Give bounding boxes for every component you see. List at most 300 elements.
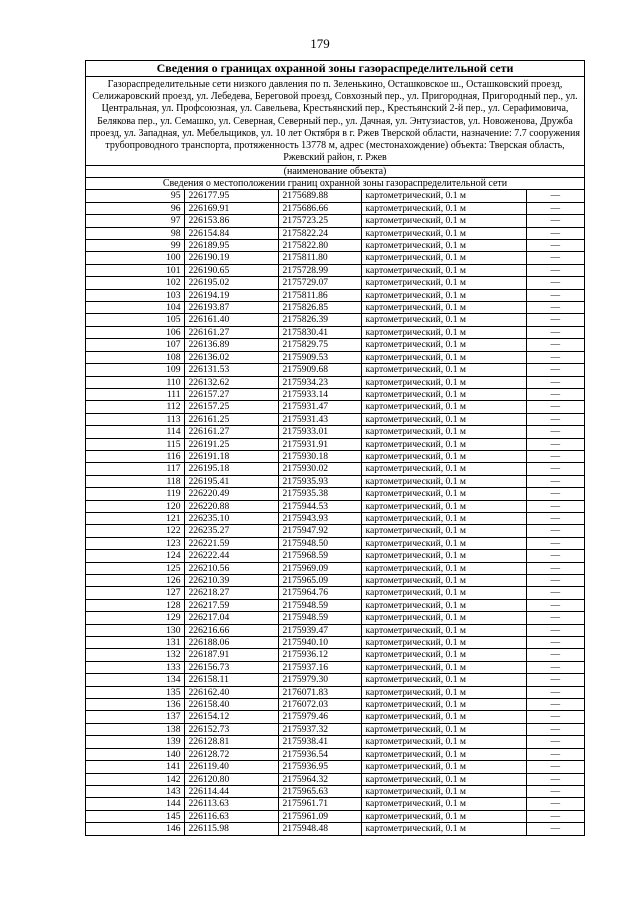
point-number: 127: [86, 587, 184, 599]
coordinate-y: 2175968.59: [278, 550, 361, 562]
table-row: [86, 500, 584, 512]
method-accuracy: картометрический, 0.1 м: [361, 699, 526, 711]
method-accuracy: картометрический, 0.1 м: [361, 488, 526, 500]
method-accuracy: картометрический, 0.1 м: [361, 823, 526, 835]
point-number: 142: [86, 773, 184, 785]
coordinate-y: 2175935.93: [278, 475, 361, 487]
table-row: [86, 488, 584, 500]
coordinate-y: 2175811.86: [278, 289, 361, 301]
point-number: 131: [86, 637, 184, 649]
method-accuracy: картометрический, 0.1 м: [361, 723, 526, 735]
point-number: 96: [86, 202, 184, 214]
description-cell: —: [526, 401, 584, 413]
coordinate-y: 2175830.41: [278, 326, 361, 338]
coordinate-x: 226162.40: [184, 686, 278, 698]
description-cell: —: [526, 450, 584, 462]
coordinate-y: 2175964.32: [278, 773, 361, 785]
coordinate-x: 226195.41: [184, 475, 278, 487]
description-cell: —: [526, 612, 584, 624]
table-row: [86, 264, 584, 276]
coordinate-y: 2175940.10: [278, 637, 361, 649]
table-row: [86, 438, 584, 450]
description-cell: —: [526, 215, 584, 227]
coordinate-x: 226235.27: [184, 525, 278, 537]
description-cell: —: [526, 302, 584, 314]
table-row: [86, 463, 584, 475]
table-row: [86, 785, 584, 797]
coordinate-y: 2175729.07: [278, 277, 361, 289]
table-row: [86, 823, 584, 835]
method-accuracy: картометрический, 0.1 м: [361, 649, 526, 661]
method-accuracy: картометрический, 0.1 м: [361, 612, 526, 624]
point-number: 110: [86, 376, 184, 388]
coordinate-x: 226154.12: [184, 711, 278, 723]
coordinate-x: 226188.06: [184, 637, 278, 649]
coordinate-y: 2175943.93: [278, 512, 361, 524]
coordinate-x: 226157.27: [184, 388, 278, 400]
page-number: 179: [310, 36, 330, 51]
coordinate-x: 226220.88: [184, 500, 278, 512]
method-accuracy: картометрический, 0.1 м: [361, 326, 526, 338]
description-cell: —: [526, 661, 584, 673]
description-cell: —: [526, 810, 584, 822]
description-cell: —: [526, 413, 584, 425]
point-number: 145: [86, 810, 184, 822]
description-cell: —: [526, 314, 584, 326]
table-row: [86, 637, 584, 649]
method-accuracy: картометрический, 0.1 м: [361, 413, 526, 425]
table-row: [86, 736, 584, 748]
method-accuracy: картометрический, 0.1 м: [361, 711, 526, 723]
description-cell: —: [526, 562, 584, 574]
table-row: [86, 388, 584, 400]
coordinate-y: 2175829.75: [278, 339, 361, 351]
method-accuracy: картометрический, 0.1 м: [361, 376, 526, 388]
point-number: 118: [86, 475, 184, 487]
method-accuracy: картометрический, 0.1 м: [361, 450, 526, 462]
section-title: Сведения о местоположении границ охранной зоны газораспределительной сети: [86, 178, 584, 190]
coordinate-x: 226210.39: [184, 575, 278, 587]
coordinate-y: 2175948.59: [278, 612, 361, 624]
point-number: 141: [86, 761, 184, 773]
coordinate-y: 2175948.50: [278, 537, 361, 549]
table-row: [86, 190, 584, 202]
coordinate-x: 226217.59: [184, 599, 278, 611]
method-accuracy: картометрический, 0.1 м: [361, 810, 526, 822]
coordinate-x: 226189.95: [184, 240, 278, 252]
description-cell: —: [526, 512, 584, 524]
method-accuracy: картометрический, 0.1 м: [361, 351, 526, 363]
table-row: [86, 450, 584, 462]
point-number: 97: [86, 215, 184, 227]
description-cell: —: [526, 736, 584, 748]
table-row: [86, 252, 584, 264]
method-accuracy: картометрический, 0.1 м: [361, 364, 526, 376]
method-accuracy: картометрический, 0.1 м: [361, 463, 526, 475]
method-accuracy: картометрический, 0.1 м: [361, 314, 526, 326]
coordinates-table: [86, 190, 584, 834]
point-number: 116: [86, 450, 184, 462]
point-number: 136: [86, 699, 184, 711]
coordinate-x: 226187.91: [184, 649, 278, 661]
coordinate-y: 2175826.85: [278, 302, 361, 314]
point-number: 121: [86, 512, 184, 524]
table-row: [86, 277, 584, 289]
point-number: 109: [86, 364, 184, 376]
point-number: 125: [86, 562, 184, 574]
description-cell: —: [526, 376, 584, 388]
table-row: [86, 302, 584, 314]
point-number: 95: [86, 190, 184, 202]
table-row: [86, 401, 584, 413]
method-accuracy: картометрический, 0.1 м: [361, 761, 526, 773]
coordinate-y: 2175931.43: [278, 413, 361, 425]
coordinate-y: 2175822.80: [278, 240, 361, 252]
point-number: 128: [86, 599, 184, 611]
coordinate-y: 2175811.80: [278, 252, 361, 264]
coordinate-y: 2175936.54: [278, 748, 361, 760]
coordinate-x: 226153.86: [184, 215, 278, 227]
method-accuracy: картометрический, 0.1 м: [361, 500, 526, 512]
description-cell: —: [526, 624, 584, 636]
description-cell: —: [526, 264, 584, 276]
coordinate-y: 2175930.18: [278, 450, 361, 462]
coordinate-x: 226191.25: [184, 438, 278, 450]
method-accuracy: картометрический, 0.1 м: [361, 748, 526, 760]
coordinate-y: 2176071.83: [278, 686, 361, 698]
point-number: 100: [86, 252, 184, 264]
method-accuracy: картометрический, 0.1 м: [361, 339, 526, 351]
description-cell: —: [526, 798, 584, 810]
method-accuracy: картометрический, 0.1 м: [361, 686, 526, 698]
method-accuracy: картометрический, 0.1 м: [361, 575, 526, 587]
point-number: 104: [86, 302, 184, 314]
coordinate-x: 226114.44: [184, 785, 278, 797]
point-number: 101: [86, 264, 184, 276]
table-row: [86, 351, 584, 363]
coordinate-x: 226221.59: [184, 537, 278, 549]
method-accuracy: картометрический, 0.1 м: [361, 190, 526, 202]
coordinate-x: 226161.27: [184, 426, 278, 438]
coordinate-x: 226152.73: [184, 723, 278, 735]
description-cell: —: [526, 326, 584, 338]
table-row: [86, 326, 584, 338]
point-number: 103: [86, 289, 184, 301]
coordinate-x: 226220.49: [184, 488, 278, 500]
coordinate-x: 226193.87: [184, 302, 278, 314]
coordinate-x: 226191.18: [184, 450, 278, 462]
description-cell: —: [526, 686, 584, 698]
method-accuracy: картометрический, 0.1 м: [361, 388, 526, 400]
table-row: [86, 475, 584, 487]
table-row: [86, 525, 584, 537]
description-cell: —: [526, 575, 584, 587]
point-number: 139: [86, 736, 184, 748]
point-number: 126: [86, 575, 184, 587]
description-cell: —: [526, 699, 584, 711]
method-accuracy: картометрический, 0.1 м: [361, 550, 526, 562]
point-number: 111: [86, 388, 184, 400]
table-row: [86, 562, 584, 574]
coordinate-y: 2175965.63: [278, 785, 361, 797]
table-row: [86, 674, 584, 686]
point-number: 108: [86, 351, 184, 363]
document-table: [85, 60, 585, 836]
description-cell: —: [526, 277, 584, 289]
point-number: 115: [86, 438, 184, 450]
coordinate-x: 226132.62: [184, 376, 278, 388]
coordinate-y: 2175938.41: [278, 736, 361, 748]
description-cell: —: [526, 761, 584, 773]
point-number: 144: [86, 798, 184, 810]
coordinate-y: 2175826.39: [278, 314, 361, 326]
table-row: [86, 723, 584, 735]
description-cell: —: [526, 475, 584, 487]
description-cell: —: [526, 723, 584, 735]
object-description: Газораспределительные сети низкого давления по п. Зеленькино, Осташковское ш., Осташковский проезд, Селижаровский проезд, ул. Лебедева, Береговой проезд, Совхозный пер., ул. Пригородная, Пригородный пер., ул. Центральная, ул. Профсоюзная, ул. Савельева, Крестьянский пер., Крестьянский 2-й пер., ул. Серафимовича, Белякова пер., ул. Семашко, ул. Северная, Северный пер., ул. Дачная, ул. Энтузиастов, ул. Новоженова, Дружба проезд, ул. Западная, ул. Мебельщиков, ул. 10 лет Октября в г. Ржев Тверской области, назначение: 7.7 сооружения трубопроводного транспорта, протяженность 13778 м, адрес (местонахождение) объекта: Тверская область, Ржевский район, г. Ржев: [86, 77, 584, 166]
table-row: [86, 512, 584, 524]
coordinate-x: 226218.27: [184, 587, 278, 599]
point-number: 99: [86, 240, 184, 252]
point-number: 140: [86, 748, 184, 760]
coordinate-x: 226177.95: [184, 190, 278, 202]
coordinate-y: 2175936.95: [278, 761, 361, 773]
point-number: 122: [86, 525, 184, 537]
coordinate-y: 2175936.12: [278, 649, 361, 661]
point-number: 124: [86, 550, 184, 562]
coordinate-y: 2175723.25: [278, 215, 361, 227]
point-number: 123: [86, 537, 184, 549]
coordinate-x: 226216.66: [184, 624, 278, 636]
method-accuracy: картометрический, 0.1 м: [361, 624, 526, 636]
description-cell: —: [526, 463, 584, 475]
table-row: [86, 699, 584, 711]
point-number: 120: [86, 500, 184, 512]
coordinate-y: 2175961.71: [278, 798, 361, 810]
point-number: 117: [86, 463, 184, 475]
description-cell: —: [550, 823, 561, 835]
coordinate-x: 226158.11: [184, 674, 278, 686]
table-row: [86, 761, 584, 773]
method-accuracy: картометрический, 0.1 м: [361, 240, 526, 252]
coordinate-x: 226128.72: [184, 748, 278, 760]
table-row: [86, 624, 584, 636]
coordinate-y: 2175969.09: [278, 562, 361, 574]
coordinate-y: 2175944.53: [278, 500, 361, 512]
coordinate-y: 2175935.38: [278, 488, 361, 500]
table-row: [86, 314, 584, 326]
description-cell: —: [526, 537, 584, 549]
coordinate-x: 226195.18: [184, 463, 278, 475]
method-accuracy: картометрический, 0.1 м: [361, 773, 526, 785]
method-accuracy: картометрический, 0.1 м: [361, 599, 526, 611]
method-accuracy: картометрический, 0.1 м: [361, 537, 526, 549]
coordinate-x: 226190.19: [184, 252, 278, 264]
coordinate-y: 2175728.99: [278, 264, 361, 276]
method-accuracy: картометрический, 0.1 м: [361, 525, 526, 537]
method-accuracy: картометрический, 0.1 м: [361, 277, 526, 289]
coordinate-x: 226113.63: [184, 798, 278, 810]
point-number: 133: [86, 661, 184, 673]
point-number: 137: [86, 711, 184, 723]
table-row: [86, 550, 584, 562]
table-row: [86, 599, 584, 611]
description-cell: —: [526, 364, 584, 376]
coordinate-x: 226115.98: [184, 823, 278, 835]
coordinate-y: 2175930.02: [278, 463, 361, 475]
coordinate-y: 2175937.32: [278, 723, 361, 735]
description-cell: —: [526, 339, 584, 351]
method-accuracy: картометрический, 0.1 м: [361, 587, 526, 599]
method-accuracy: картометрический, 0.1 м: [361, 252, 526, 264]
table-row: [86, 575, 584, 587]
method-accuracy: картометрический, 0.1 м: [361, 289, 526, 301]
object-name-label: (наименование объекта): [86, 166, 584, 178]
coordinate-y: 2175979.46: [278, 711, 361, 723]
coordinate-x: 226119.40: [184, 761, 278, 773]
coordinate-x: 226195.02: [184, 277, 278, 289]
table-row: [86, 339, 584, 351]
method-accuracy: картометрический, 0.1 м: [361, 736, 526, 748]
point-number: 105: [86, 314, 184, 326]
description-cell: —: [526, 637, 584, 649]
coordinate-y: 2175965.09: [278, 575, 361, 587]
table-row: [86, 798, 584, 810]
table-row: [86, 711, 584, 723]
coordinate-y: 2175931.47: [278, 401, 361, 413]
point-number: 132: [86, 649, 184, 661]
table-row: [86, 426, 584, 438]
description-cell: —: [526, 240, 584, 252]
coordinate-y: 2175686.66: [278, 202, 361, 214]
description-cell: —: [526, 748, 584, 760]
point-number: 112: [86, 401, 184, 413]
table-row: [86, 289, 584, 301]
coordinate-x: 226116.63: [184, 810, 278, 822]
coordinate-x: 226154.84: [184, 227, 278, 239]
table-row: [86, 748, 584, 760]
coordinate-x: 226161.40: [184, 314, 278, 326]
method-accuracy: картометрический, 0.1 м: [361, 475, 526, 487]
coordinate-y: 2175933.14: [278, 388, 361, 400]
point-number: 134: [86, 674, 184, 686]
description-cell: —: [526, 773, 584, 785]
description-cell: —: [526, 289, 584, 301]
method-accuracy: картометрический, 0.1 м: [361, 637, 526, 649]
point-number: 129: [86, 612, 184, 624]
point-number: 113: [86, 413, 184, 425]
table-row: [86, 202, 584, 214]
table-row: [86, 364, 584, 376]
coordinate-x: 226235.10: [184, 512, 278, 524]
coordinate-y: 2175948.59: [278, 599, 361, 611]
point-number: 135: [86, 686, 184, 698]
coordinate-y: 2175909.53: [278, 351, 361, 363]
table-row: [86, 686, 584, 698]
description-cell: —: [526, 388, 584, 400]
description-cell: —: [526, 351, 584, 363]
coordinate-y: 2175979.30: [278, 674, 361, 686]
point-number: 143: [86, 785, 184, 797]
coordinate-y: 2175931.91: [278, 438, 361, 450]
description-cell: —: [526, 525, 584, 537]
method-accuracy: картометрический, 0.1 м: [361, 215, 526, 227]
method-accuracy: картометрический, 0.1 м: [361, 302, 526, 314]
table-row: [86, 413, 584, 425]
coordinate-y: 2175964.76: [278, 587, 361, 599]
description-cell: —: [526, 252, 584, 264]
method-accuracy: картометрический, 0.1 м: [361, 426, 526, 438]
coordinate-y: 2175939.47: [278, 624, 361, 636]
table-row: [86, 649, 584, 661]
method-accuracy: картометрический, 0.1 м: [361, 674, 526, 686]
description-cell: —: [526, 649, 584, 661]
method-accuracy: картометрический, 0.1 м: [361, 438, 526, 450]
point-number: 138: [86, 723, 184, 735]
coordinate-x: 226136.02: [184, 351, 278, 363]
description-cell: —: [526, 599, 584, 611]
coordinate-x: 226190.65: [184, 264, 278, 276]
table-row: [86, 661, 584, 673]
table-row: [86, 587, 584, 599]
doc-title: Сведения о границах охранной зоны газораспределительной сети: [86, 61, 584, 77]
coordinate-y: 2175934.23: [278, 376, 361, 388]
method-accuracy: картометрический, 0.1 м: [361, 401, 526, 413]
coordinate-x: 226161.27: [184, 326, 278, 338]
method-accuracy: картометрический, 0.1 м: [361, 264, 526, 276]
coordinate-x: 226210.56: [184, 562, 278, 574]
point-number: 146: [86, 823, 184, 835]
method-accuracy: картометрический, 0.1 м: [361, 562, 526, 574]
description-cell: —: [526, 426, 584, 438]
coordinate-y: 2175822.24: [278, 227, 361, 239]
table-row: [86, 810, 584, 822]
point-number: 98: [86, 227, 184, 239]
table-row: [86, 227, 584, 239]
coordinate-x: 226156.73: [184, 661, 278, 673]
coordinate-x: 226158.40: [184, 699, 278, 711]
table-row: [86, 537, 584, 549]
coordinate-y: 2175948.48: [278, 823, 361, 835]
coordinate-y: 2176072.03: [278, 699, 361, 711]
coordinate-y: 2175961.09: [278, 810, 361, 822]
coordinate-y: 2175933.01: [278, 426, 361, 438]
coordinate-y: 2175909.68: [278, 364, 361, 376]
coordinate-x: 226131.53: [184, 364, 278, 376]
method-accuracy: картометрический, 0.1 м: [361, 512, 526, 524]
description-cell: —: [526, 202, 584, 214]
description-cell: —: [526, 587, 584, 599]
point-number: 107: [86, 339, 184, 351]
table-row: [86, 612, 584, 624]
table-row: [86, 215, 584, 227]
description-cell: —: [526, 190, 584, 202]
description-cell: —: [526, 711, 584, 723]
method-accuracy: картометрический, 0.1 м: [361, 227, 526, 239]
method-accuracy: картометрический, 0.1 м: [361, 798, 526, 810]
coordinate-x: 226136.89: [184, 339, 278, 351]
coordinate-y: 2175947.92: [278, 525, 361, 537]
coordinate-x: 226128.81: [184, 736, 278, 748]
coordinate-y: 2175937.16: [278, 661, 361, 673]
description-cell: —: [526, 785, 584, 797]
point-number: 106: [86, 326, 184, 338]
coordinate-x: 226222.44: [184, 550, 278, 562]
description-cell: —: [526, 438, 584, 450]
coordinate-x: 226161.25: [184, 413, 278, 425]
description-cell: —: [526, 488, 584, 500]
coordinate-x: 226169.91: [184, 202, 278, 214]
